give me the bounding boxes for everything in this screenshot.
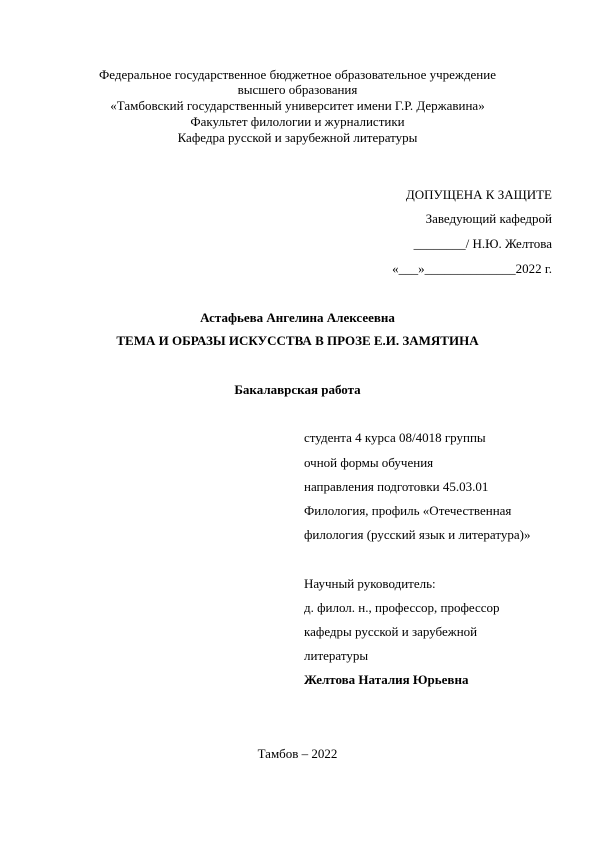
approval-signature: ________/ Н.Ю. Желтова <box>413 236 552 251</box>
student-info-line: студента 4 курса 08/4018 группы <box>304 430 486 445</box>
institution-line-2: высшего образования <box>237 82 358 97</box>
student-info-line: Филология, профиль «Отечественная <box>304 503 512 518</box>
student-info-line: очной формы обучения <box>304 455 434 470</box>
approval-position: Заведующий кафедрой <box>425 211 552 226</box>
supervisor-info-line: д. филол. н., профессор, профессор <box>304 600 500 615</box>
student-info-line: филология (русский язык и литература)» <box>304 527 531 542</box>
thesis-title: ТЕМА И ОБРАЗЫ ИСКУССТВА В ПРОЗЕ Е.И. ЗАМЯТИНА <box>116 333 479 348</box>
university-name: «Тамбовский государственный университет имени Г.Р. Державина» <box>110 98 485 113</box>
city-year: Тамбов – 2022 <box>257 746 338 761</box>
author-name: Астафьева Ангелина Алексеевна <box>200 310 395 325</box>
faculty-name: Факультет филологии и журналистики <box>190 114 405 129</box>
work-type: Бакалаврская работа <box>234 382 361 397</box>
supervisor-info-line: кафедры русской и зарубежной <box>304 624 478 639</box>
supervisor-label: Научный руководитель: <box>304 576 436 591</box>
supervisor-info-line: литературы <box>304 648 369 663</box>
department-name: Кафедра русской и зарубежной литературы <box>177 130 418 145</box>
institution-line-1: Федеральное государственное бюджетное образовательное учреждение <box>99 67 496 82</box>
approval-date: «___»______________2022 г. <box>392 261 552 276</box>
supervisor-name: Желтова Наталия Юрьевна <box>304 672 469 687</box>
approval-title: ДОПУЩЕНА К ЗАЩИТЕ <box>405 187 552 202</box>
student-info-line: направления подготовки 45.03.01 <box>304 479 489 494</box>
